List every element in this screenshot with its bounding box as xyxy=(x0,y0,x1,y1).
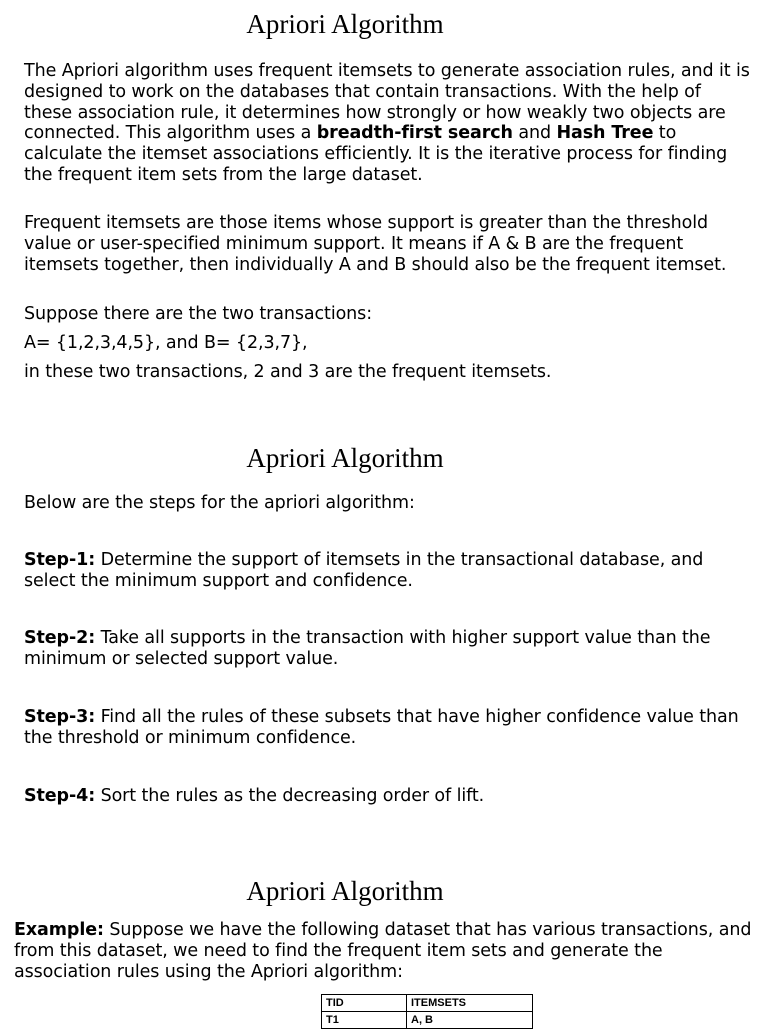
table-row xyxy=(322,1012,533,1029)
example-label: Example: xyxy=(14,920,104,940)
example-text: Suppose we have the following dataset that has various transactions, and from this dataset, we need to find the frequent item sets and generate the association rules using the Apriori algorithm: xyxy=(14,920,752,982)
step-4-label: Step-4: xyxy=(24,786,96,806)
step-4 xyxy=(24,786,754,807)
table-header-row xyxy=(322,995,533,1012)
slide1-paragraph-2: Frequent itemsets are those items whose support is greater than the threshold value or user-specified minimum support. It means if A & B are the frequent itemsets together, then individually A and B should also be the frequent itemset. xyxy=(24,213,727,275)
step-2-label: Step-2: xyxy=(24,628,96,648)
step-3-text: Find all the rules of these subsets that have higher confidence value than the threshold or minimum confidence. xyxy=(24,707,739,748)
step-3 xyxy=(24,707,754,749)
slide1-title: Apriori Algorithm xyxy=(246,9,444,39)
step-1-text: Determine the support of itemsets in the transactional database, and select the minimum support and confidence. xyxy=(24,550,704,591)
step-3-label: Step-3: xyxy=(24,707,96,727)
p1-bold-bfs: breadth-first search xyxy=(316,123,513,144)
step-2 xyxy=(24,628,754,670)
p1-bold-hash-tree: Hash Tree xyxy=(556,123,654,144)
header-itemsets: ITEMSETS xyxy=(407,995,533,1012)
header-tid: TID xyxy=(322,995,407,1012)
step-1 xyxy=(24,550,754,592)
cell-tid: T1 xyxy=(322,1012,407,1029)
slide1-paragraph-5: in these two transactions, 2 and 3 are the frequent itemsets. xyxy=(24,362,552,382)
step-2-text: Take all supports in the transaction with higher support value than the minimum or selected support value. xyxy=(24,628,711,669)
step-4-text: Sort the rules as the decreasing order of lift. xyxy=(95,786,485,806)
slide3-title: Apriori Algorithm xyxy=(246,876,444,906)
step-1-label: Step-1: xyxy=(24,550,96,570)
slide2-title: Apriori Algorithm xyxy=(246,443,444,473)
p1-text-c: to calculate the itemset associations efficiently. It is the iterative process for finding the frequent item sets from the large dataset. xyxy=(24,123,728,185)
p1-text-a: The Apriori algorithm uses frequent itemsets to generate association rules, and it is designed to work on the databases that contain transactions. With the help of these association rule, it determines how strongly or how weakly two objects are connected. This algorithm uses a xyxy=(24,61,750,144)
slide3-example xyxy=(14,920,758,982)
cell-itemsets: A, B xyxy=(407,1012,533,1029)
p1-text-b: and xyxy=(512,123,557,144)
slide2-intro: Below are the steps for the apriori algorithm: xyxy=(24,493,415,513)
slide1-paragraph-3: Suppose there are the two transactions: xyxy=(24,304,372,324)
slide1-paragraph-1 xyxy=(24,61,754,186)
slide1-paragraph-4: A= {1,2,3,4,5}, and B= {2,3,7}, xyxy=(24,333,308,353)
